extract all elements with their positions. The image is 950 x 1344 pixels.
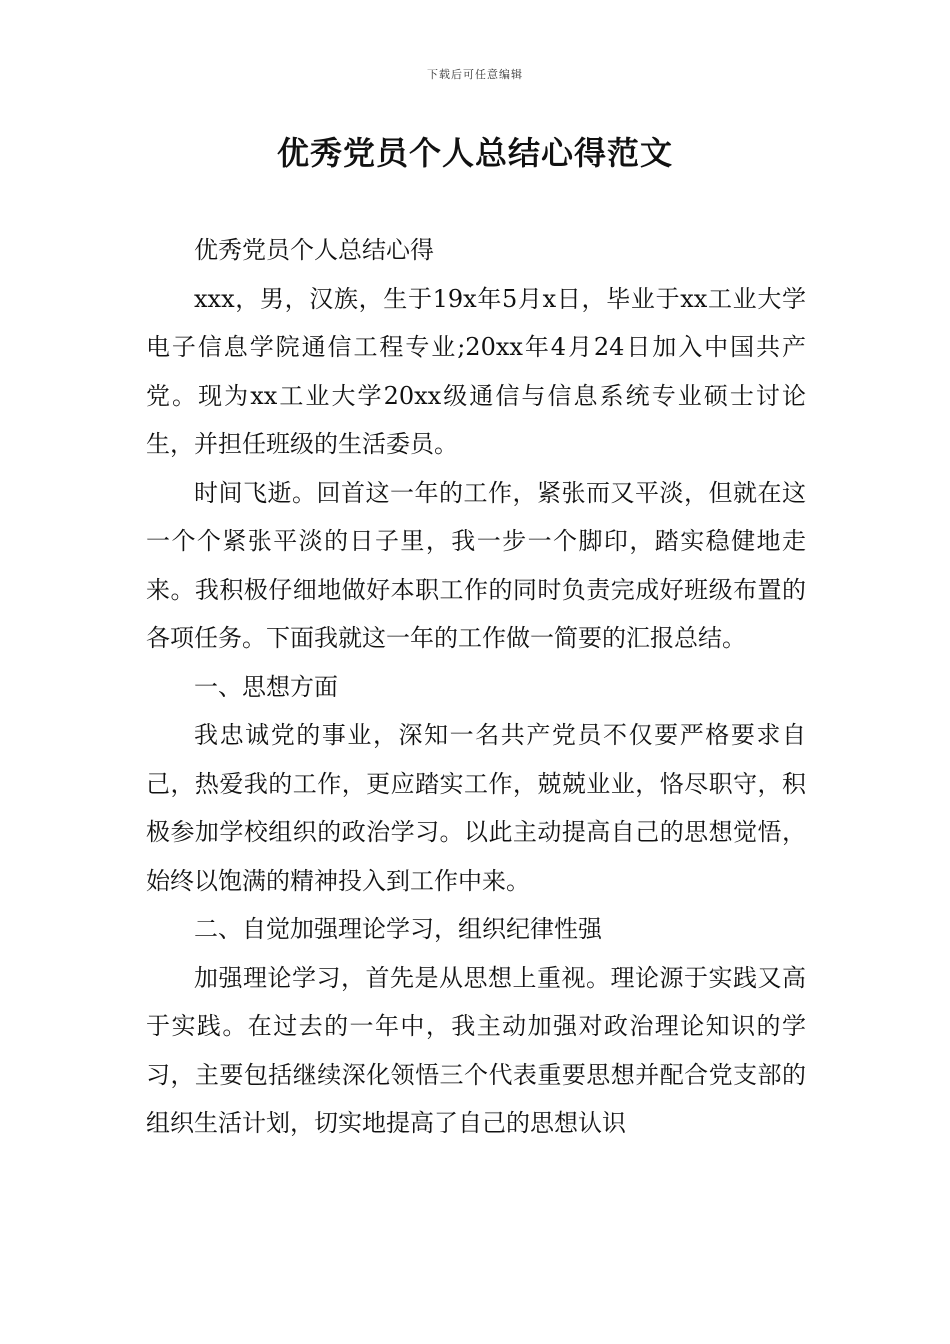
paragraph-profile: xxx，男，汉族，生于19x年5月x日，毕业于xx工业大学电子信息学院通信工程专业;20xx年4月24日加入中国共产党。现为xx工业大学20xx级通信与信息系统专业硕士讨论生，并担任班级的生活委员。	[146, 284, 806, 458]
page-title: 优秀党员个人总结心得范文	[276, 134, 673, 172]
paragraph-thought: 我忠诚党的事业，深知一名共产党员不仅要严格要求自己，热爱我的工作，更应踏实工作，兢兢业业，恪尽职守，积极参加学校组织的政治学习。以此主动提高自己的思想觉悟，始终以饱满的精神投入到工作中来。	[146, 721, 806, 895]
section-heading-thought: 一、思想方面	[194, 672, 338, 701]
paragraph-subtitle: 优秀党员个人总结心得	[194, 236, 434, 264]
document-body	[146, 226, 806, 1148]
header-note: 下载后可任意编辑	[427, 68, 523, 81]
paragraph-theory: 加强理论学习，首先是从思想上重视。理论源于实践又高于实践。在过去的一年中，我主动加强对政治理论知识的学习，主要包括继续深化领悟三个代表重要思想并配合党支部的组织生活计划，切实地提高了自己的思想认识	[146, 963, 806, 1137]
section-heading-theory: 二、自觉加强理论学习，组织纪律性强	[194, 915, 602, 943]
paragraph-intro: 时间飞逝。回首这一年的工作，紧张而又平淡，但就在这一个个紧张平淡的日子里，我一步一个脚印，踏实稳健地走来。我积极仔细地做好本职工作的同时负责完成好班级布置的各项任务。下面我就这一年的工作做一简要的汇报总结。	[146, 478, 806, 652]
